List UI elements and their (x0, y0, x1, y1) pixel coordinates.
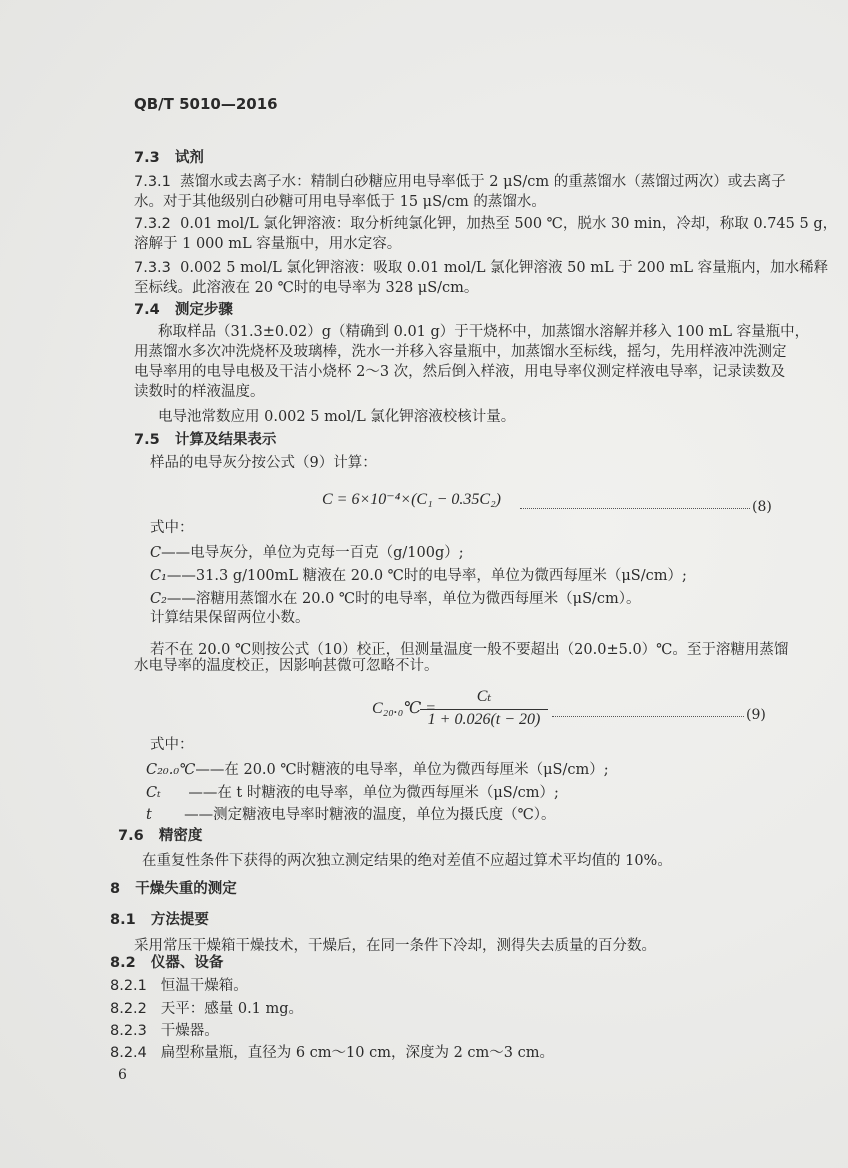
item-8-2-2: 8.2.2 天平：感量 0.1 mg。 (110, 1001, 304, 1017)
equation-number-9: (9) (746, 707, 766, 723)
para-7-4-line5: 电导池常数应用 0.002 5 mol/L 氯化钾溶液校核计量。 (158, 409, 516, 425)
variable-c1: C₁——31.3 g/100mL 糖液在 20.0 ℃时的电导率，单位为微西每厘米（μS/cm）; (150, 568, 687, 584)
para-7-6: 在重复性条件下获得的两次独立测定结果的绝对差值不应超过算术平均值的 10%。 (142, 853, 672, 869)
formula-8-leader (520, 508, 750, 509)
item-8-2-3: 8.2.3 干燥器。 (110, 1023, 219, 1039)
formula-9-denominator: 1 + 0.026(t − 20) (427, 711, 541, 728)
standard-code-header: QB/T 5010—2016 (134, 95, 278, 113)
variable-c2: C₂——溶糖用蒸馏水在 20.0 ℃时的电导率，单位为微西每厘米（μS/cm）。 (150, 591, 641, 607)
variable-ct: Cₜ ——在 t 时糖液的电导率，单位为微西每厘米（μS/cm）; (146, 785, 559, 801)
section-number: 7.3 (134, 150, 160, 166)
section-7-3-heading (134, 148, 204, 168)
para-7-4-line1: 称取样品（31.3±0.02）g（精确到 0.01 g）于干烧杯中，加蒸馏水溶解并移入 100 mL 容量瓶中， (158, 324, 810, 340)
formula-9-fraction-bar (420, 709, 548, 710)
para-7-4-line4: 读数时的样液温度。 (134, 384, 265, 400)
formula-8: C = 6×10⁻⁴×(C₁ − 0.35C₂) (322, 491, 501, 508)
section-title: 试剂 (174, 150, 204, 166)
formula-intro: 样品的电导灰分按公式（9）计算： (150, 455, 377, 471)
para-7-4-line2: 用蒸馏水多次冲洗烧杯及玻璃棒，洗水一并移入容量瓶中，加蒸馏水至标线，摇匀，先用样液冲洗测定 (134, 344, 787, 360)
where-label-2: 式中： (150, 737, 194, 753)
rounding-note: 计算结果保留两位小数。 (150, 610, 310, 626)
para-7-3-2-line2: 溶解于 1 000 mL 容量瓶中，用水定容。 (134, 236, 402, 252)
section-7-6-heading: 7.6 精密度 (118, 828, 203, 844)
para-7-3-1-line2: 水。对于其他级别白砂糖可用电导率低于 15 μS/cm 的蒸馏水。 (134, 194, 546, 210)
item-8-2-4: 8.2.4 扁型称量瓶，直径为 6 cm～10 cm，深度为 2 cm～3 cm。 (110, 1045, 554, 1061)
item-8-2-1: 8.2.1 恒温干燥箱。 (110, 978, 248, 994)
formula-9-lhs: C₂₀.₀℃ = (372, 700, 437, 717)
formula-9-leader (552, 716, 744, 717)
para-7-3-2-line1: 7.3.2 0.01 mol/L 氯化钾溶液：取分析纯氯化钾，加热至 500 ℃，脱水 30 min，冷却，称取 0.745 5 g， (134, 216, 838, 232)
correction-line1: 若不在 20.0 ℃则按公式（10）校正，但测量温度一般不要超出（20.0±5.0）℃。至于溶糖用蒸馏 (150, 642, 789, 658)
variable-t: t ——测定糖液电导率时糖液的温度，单位为摄氏度（℃）。 (146, 807, 556, 823)
section-7-5-heading: 7.5 计算及结果表示 (134, 432, 277, 448)
where-label-1: 式中： (150, 520, 194, 536)
section-8-1-heading: 8.1 方法提要 (110, 912, 209, 928)
para-7-3-3-line2: 至标线。此溶液在 20 ℃时的电导率为 328 μS/cm。 (134, 280, 479, 296)
section-8-2-heading: 8.2 仪器、设备 (110, 955, 224, 971)
para-8-1: 采用常压干燥箱干燥技术，干燥后，在同一条件下冷却，测得失去质量的百分数。 (134, 938, 656, 954)
para-7-3-1-line1: 7.3.1 蒸馏水或去离子水：精制白砂糖应用电导率低于 2 μS/cm 的重蒸馏水（蒸馏过两次）或去离子 (134, 174, 786, 190)
para-7-3-3-line1: 7.3.3 0.002 5 mol/L 氯化钾溶液：吸取 0.01 mol/L 氯化钾溶液 50 mL 于 200 mL 容量瓶内，加水稀释 (134, 260, 829, 276)
formula-9-numerator: Cₜ (476, 688, 492, 705)
section-7-4-heading: 7.4 测定步骤 (134, 302, 233, 318)
section-8-heading: 8 干燥失重的测定 (110, 881, 237, 897)
correction-line2: 水电导率的温度校正，因影响甚微可忽略不计。 (134, 658, 439, 674)
para-7-4-line3: 电导率用的电导电极及干洁小烧杯 2～3 次，然后倒入样液，用电导率仪测定样液电导率，记录读数及 (134, 364, 786, 380)
page-number: 6 (118, 1067, 127, 1083)
variable-c20: C₂₀.₀℃——在 20.0 ℃时糖液的电导率，单位为微西每厘米（μS/cm）; (146, 762, 609, 778)
equation-number-8: (8) (752, 499, 772, 515)
variable-c: C——电导灰分，单位为克每一百克（g/100g）; (150, 545, 464, 561)
